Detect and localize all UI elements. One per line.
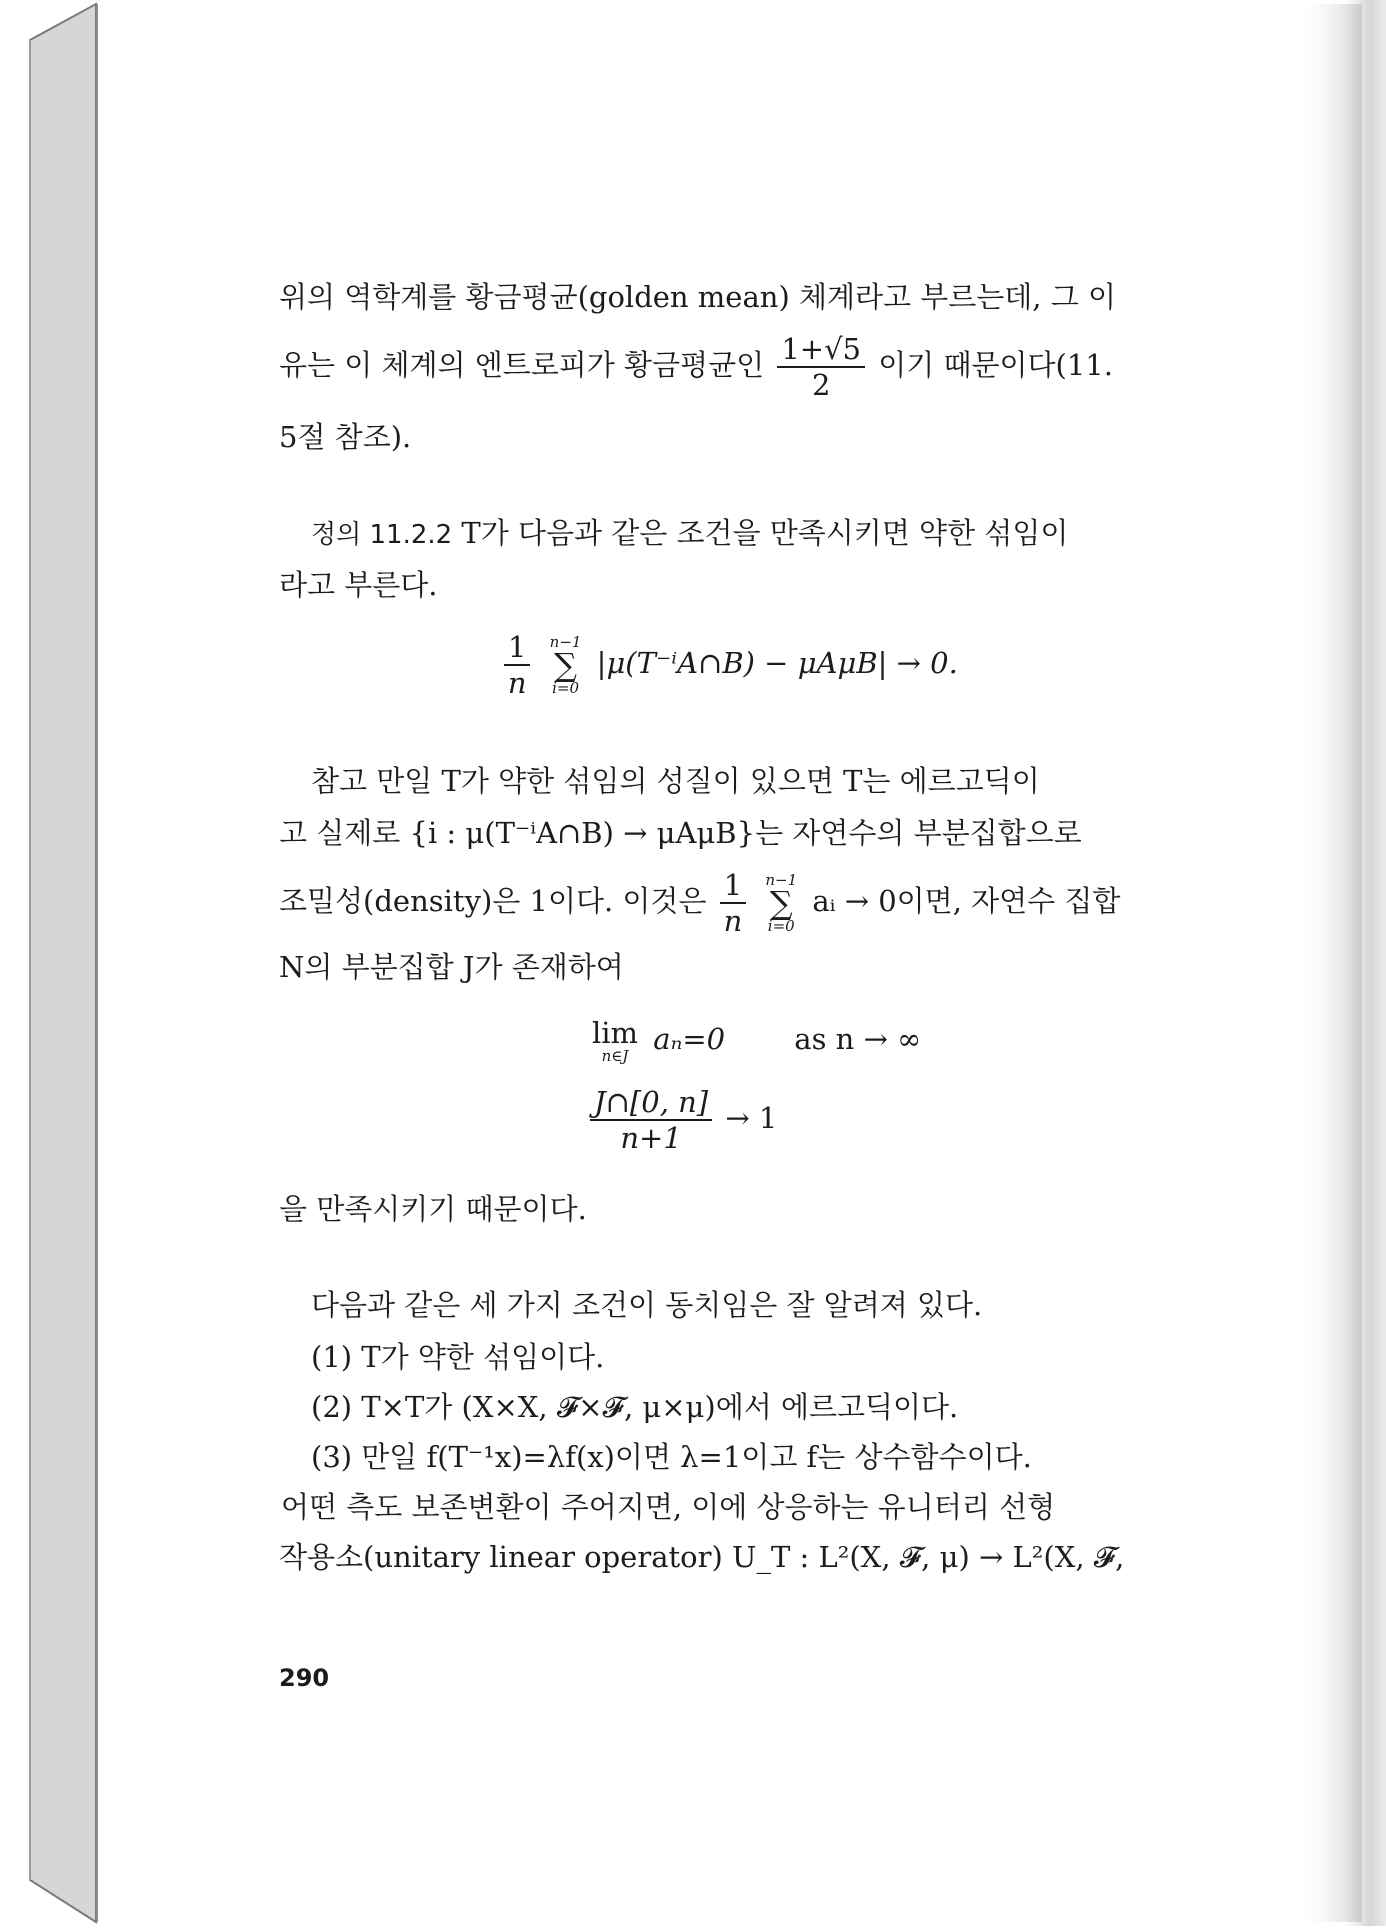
fraction-denominator: 2: [811, 368, 831, 402]
ratio-equation: [586, 1085, 777, 1155]
remark-fraction-num: 1: [720, 868, 746, 904]
paragraph-1-line-2-end: 이기 때문이다(11.: [878, 348, 1113, 382]
equation-fraction: [504, 630, 530, 700]
book-spine: [0, 0, 100, 1926]
limit-label: lim: [592, 1016, 639, 1050]
remark-fraction-den: n: [723, 904, 743, 938]
remark-summation: [765, 872, 797, 934]
condition-3: (3) 만일 f(T⁻¹x)=λf(x)이면 λ=1이고 f는 상수함수이다.: [311, 1440, 1032, 1474]
fraction-numerator: 1+√5: [777, 332, 865, 368]
ratio-limit: → 1: [725, 1101, 778, 1135]
equation-fraction-num: 1: [504, 630, 530, 666]
limit-body: aₙ=0: [653, 1022, 726, 1056]
remark-line-2: 고 실제로 {i : μ(T⁻ⁱA∩B) → μAμB}는 자연수의 부분집합으로: [279, 816, 1082, 850]
remark-line-1: 참고 만일 T가 약한 섞임의 성질이 있으면 T는 에르고딕이: [311, 764, 1040, 798]
page-edge-shadow: [1346, 0, 1386, 1926]
equation-fraction-den: n: [507, 666, 527, 700]
limit-equation: [586, 1018, 921, 1064]
remark-summation-upper: n−1: [765, 871, 798, 889]
sigma-icon: ∑: [554, 646, 577, 684]
definition-line-1: [279, 514, 1271, 554]
remark-line-3: [279, 866, 1239, 938]
conditions-intro: 다음과 같은 세 가지 조건이 동치임은 잘 알려져 있다.: [311, 1288, 983, 1322]
definition-line-2: 라고 부른다.: [279, 568, 438, 602]
equation-body: |μ(T⁻ⁱA∩B) − μAμB| → 0.: [596, 646, 958, 680]
ratio-fraction: [590, 1085, 712, 1155]
remark-fraction: [720, 868, 746, 938]
ratio-denominator: n+1: [620, 1121, 682, 1155]
closing-line-2: 작용소(unitary linear operator) U_T : L²(X, 𝓕, μ) → L²(X, 𝓕,: [279, 1540, 1125, 1574]
sigma-icon: ∑: [769, 884, 793, 922]
paragraph-1-line-3: 5절 참조).: [279, 420, 412, 454]
remark-line-4: N의 부분집합 J가 존재하여: [279, 950, 624, 984]
summation-symbol: [550, 634, 582, 696]
limit-operator: [592, 1018, 638, 1064]
paragraph-1-line-2: [279, 332, 1239, 402]
definition-equation: [500, 630, 958, 700]
paragraph-1-line-2-start: 유는 이 체계의 엔트로피가 황금평균인: [279, 348, 765, 382]
limit-condition: as n → ∞: [794, 1022, 922, 1056]
condition-2: (2) T×T가 (X×X, 𝓕×𝓕, μ×μ)에서 에르고딕이다.: [311, 1390, 959, 1424]
remark-line-5: 을 만족시키기 때문이다.: [279, 1192, 587, 1226]
condition-1: (1) T가 약한 섞임이다.: [311, 1340, 605, 1374]
remark-line-3-end: aᵢ → 0이면, 자연수 집합: [812, 884, 1121, 918]
golden-mean-fraction: [777, 332, 865, 402]
definition-label: 정의 11.2.2: [311, 520, 453, 550]
summation-upper: n−1: [549, 633, 582, 651]
definition-text: T가 다음과 같은 조건을 만족시키면 약한 섞임이: [461, 516, 1069, 550]
limit-subscript: n∈J: [601, 1047, 629, 1065]
remark-summation-lower: i=0: [767, 917, 795, 935]
paragraph-1-line-1: 위의 역학계를 황금평균(golden mean) 체계라고 부르는데, 그 이: [279, 280, 1116, 314]
page-number: 290: [279, 1664, 330, 1692]
summation-lower: i=0: [552, 679, 580, 697]
closing-line-1: 어떤 측도 보존변환이 주어지면, 이에 상응하는 유니터리 선형: [281, 1490, 1056, 1524]
ratio-numerator: J∩[0, n]: [590, 1085, 712, 1121]
remark-line-3-start: 조밀성(density)은 1이다. 이것은: [279, 884, 707, 918]
